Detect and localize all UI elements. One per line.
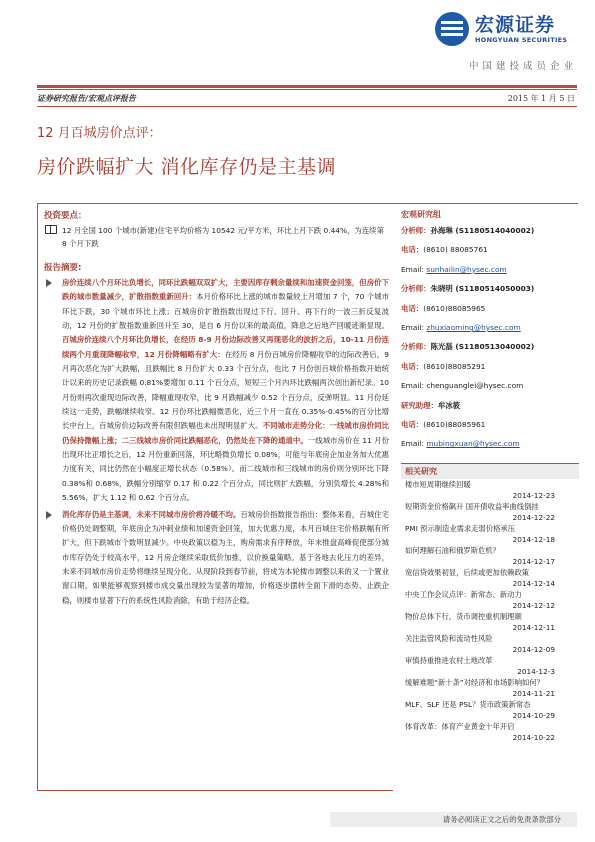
main-column	[44, 209, 389, 608]
related-research-item[interactable]	[401, 523, 579, 545]
analyst-list	[401, 224, 579, 457]
related-research-item[interactable]	[401, 501, 579, 523]
footer-disclaimer: 请务必阅读正文之后的免责条款部分	[330, 812, 577, 827]
report-date: 2015 年 1 月 5 日	[507, 94, 575, 103]
summary-paragraph-2	[44, 508, 389, 608]
bullet-arrow-icon	[46, 511, 52, 519]
related-research-title: MLF、SLF 还是 PSL？货币政策新常态	[405, 699, 531, 709]
summary-paragraph-1	[44, 276, 389, 506]
analyst-phone: (8610)88085961	[423, 420, 486, 430]
related-research-date: 2014-12-17	[512, 556, 555, 566]
related-research-list	[401, 479, 579, 743]
summary-p1-headline: 房价连续八个月环比负增长，同环比跌幅双双扩大，主要因库存剩余量续和加速资金回笼，但房价下跌的城市数量减少，扩散指数重新回升：	[62, 278, 389, 302]
research-team-heading: 宏观研究组	[401, 210, 441, 219]
related-research-title: 体育改革：体育产业黄金十年开启	[405, 721, 515, 731]
summary-p1-text-3: 一线城市房价在 11 月份出现环比正增长之后，12 月份重新回落，环比略微负增长 0.08%，可能与年底房企加业务加大优惠力度有关，同比仍然在小幅度正增长状态（0.58%）。而二线城市和三线城市的房价则分别环比下降 0.38%和 0.68%，跌幅分别缩窄 0.17 和 0.22 个百分点，同比则扩大跌幅，分别负增长 4.28%和 5.56%，扩大 1.12 和 0.62 个百分点。	[62, 435, 389, 503]
related-research-title: 审慎持重推进农村土地改革	[405, 655, 493, 665]
analyst-email-link[interactable]: zhuxiaoming@hysec.com	[426, 323, 521, 333]
analyst-phone: (8610)88085291	[423, 361, 486, 371]
analyst-role: 分析师：	[401, 226, 431, 235]
analyst-phone: (8610)88085965	[423, 303, 486, 313]
invest-text: 12 月全国 100 个城市(新建)住宅平均价格为 10542 元/平方米，环比上月下跌 0.44%，为连续第 8 个月下跌	[62, 226, 384, 248]
subheader-rule	[37, 106, 577, 107]
related-research-date: 2014-12-12	[512, 600, 555, 610]
related-research-item[interactable]	[401, 545, 579, 567]
related-research-heading: 相关研究	[401, 463, 579, 479]
report-category: 证券研究报告/宏观点评报告	[37, 93, 136, 103]
summary-p1-text: 本月价格环比上涨的城市数量较上月增加 7 个，70 个城市环比下跌，30 个城市环比上涨；百城房价扩散指数出现过下行、回升、再下行的一波三折反复波动，12 月份的扩散指数重新回升至 30，是自 6 月份以来的最高值，降息之后地产回暖迹渐显现。	[62, 292, 389, 331]
logo-mark-icon	[435, 12, 469, 46]
related-research-item[interactable]	[401, 479, 579, 501]
related-research-date: 2014-10-29	[512, 710, 555, 720]
related-research-item[interactable]	[401, 699, 579, 721]
summary-p2-text: 百城房价指数报告指出：整体来看，百城住宅价格仍处调整期，年底房企为冲刺业绩和加速资金回笼，加大优惠力度，本月百城住宅价格跌幅有所扩大，但下跌城市个数明显减少。中央政策以稳为主，购房需求有序释放，年末推盘高峰促使部分城市库存仍处于较高水平，12 月房企继续采取低价加推，以价换量策略。基于各地去化压力的差异，未来不同城市房价走势将继续呈现分化。从现阶段到春节前，将成为本轮楼市调整以来的又一个置业窗口期，如果能够观察到楼市成交量出现较为显著的增加，价格逐步摆转全面下滑的态势、止跌企稳，则楼市显著下行的系统性风险消除，有助于经济企稳。	[62, 509, 389, 605]
member-tagline: 中国建投成员企业	[468, 61, 577, 72]
invest-point	[44, 224, 389, 250]
analyst-card	[401, 399, 579, 457]
related-research-item[interactable]	[401, 655, 579, 677]
related-research-date: 2014-10-22	[512, 732, 555, 742]
related-research-date: 2014-12-14	[512, 578, 555, 588]
analyst-phone: (8610) 88085761	[423, 245, 488, 255]
analyst-name: 朱晓明 (S1180514050003)	[430, 284, 535, 294]
frame-top-rule	[393, 203, 578, 204]
analyst-email-link[interactable]: mubingxuan@hysec.com	[426, 439, 520, 449]
report-title-line1: 12 月百城房价点评：	[37, 126, 162, 141]
report-summary-heading: 报告摘要:	[44, 263, 82, 273]
related-research-date: 2014-12-11	[512, 622, 555, 632]
related-research-item[interactable]	[401, 633, 579, 655]
related-research-title: 如何理解石油和俄罗斯危机？	[405, 545, 500, 555]
related-research-date: 2014-12-3	[517, 666, 555, 676]
summary-p1-headline-3: 不同城市走势分化：一线城市房价同比仍保持微幅上涨；二三线城市房价同比跌幅恶化，仍然处在下降的通道中。	[62, 421, 389, 445]
brand-logo	[435, 10, 585, 50]
related-research-item[interactable]	[401, 611, 579, 633]
brand-name-en: HONGYUAN SECURITIES	[475, 36, 568, 44]
phone-label: 电话：	[401, 420, 424, 430]
related-research-title: 物价总体下行，货币调控重机制理顺	[405, 611, 522, 621]
phone-label: 电话：	[401, 303, 424, 313]
related-research-title: 中央工作会议点评：新常态、新动力	[405, 589, 522, 599]
email-label: Email:	[401, 264, 427, 274]
email-label: Email:	[401, 381, 427, 391]
analyst-card	[401, 282, 579, 340]
sidebar	[401, 209, 579, 743]
analyst-role: 分析师：	[401, 342, 431, 352]
brand-name-cn: 宏源证券	[475, 14, 556, 36]
related-research-date: 2014-11-21	[512, 688, 555, 698]
email-label: Email:	[401, 323, 427, 333]
related-research-item[interactable]	[401, 677, 579, 699]
analyst-card	[401, 224, 579, 282]
related-research-date: 2014-12-22	[512, 512, 555, 522]
related-research-date: 2014-12-23	[512, 490, 555, 500]
related-research-title: 短期资金价格飙升 国开债收益率曲线倒挂	[405, 501, 539, 511]
related-research-title: 缓解难题“新十条”对经济和市场影响如何？	[405, 677, 544, 687]
analyst-name: 孙海琳 (S1180514040002)	[430, 226, 535, 235]
related-research-date: 2014-12-18	[512, 534, 555, 544]
bullet-arrow-icon	[46, 279, 52, 287]
related-research-title: 宽信贷效果初显，后续或更加依赖政策	[405, 567, 530, 577]
email-label: Email:	[401, 439, 427, 449]
analyst-role: 研究助理：	[401, 400, 438, 410]
related-research-title: 楼市短周期继续回暖	[405, 479, 471, 489]
related-research-date: 2014-12-09	[512, 644, 555, 654]
analyst-email-link[interactable]: sunhailin@hysec.com	[426, 264, 507, 274]
book-icon	[45, 225, 57, 234]
summary-p1-text-2: 在经历 8 月份百城房价降幅收窄的边际改善后，9 月再次恶化为扩大跌幅，且跌幅比 8 月份扩大 0.33 个百分点，也比 7 月份创百城价格指数开始统计以来的历史记录跌幅 0.81%要增加 0.11 个百分点，短短三个月内环比跌幅两次创出新纪录。10 月份则再次重现边际改善，降幅重现收窄，比 9 月跌幅减少 0.52 个百分点，反弹明显。11 月份延续这一走势，跌幅继续收窄。12 月份环比跌幅微恶化，近三个月一直在 0.35%-0.45%的百分比增长中台上，百城房价边际改善有限但跌幅也未出现明显扩大。	[62, 349, 389, 431]
summary-p2-headline: 消化库存仍是主基调，未来不同城市房价将冷暖不均。	[62, 509, 241, 519]
related-research-item[interactable]	[401, 567, 579, 589]
analyst-name: 牟冰筱	[437, 400, 461, 410]
analyst-role: 分析师：	[401, 284, 431, 294]
header-rule	[37, 85, 577, 88]
analyst-name: 陈光磊 (S1180513040002)	[430, 342, 535, 352]
related-research-title: PMI 预示制造业需求走弱价格承压	[405, 523, 516, 533]
analyst-email: chenguanglei@hysec.com	[426, 381, 524, 391]
phone-label: 电话：	[401, 361, 424, 371]
header-rule-thin	[37, 89, 577, 90]
summary-p1-headline-2: 百城房价连续八个月环比负增长，在经历 8-9 月份边际改善又再现恶化的波折之后，10-11 月份连续两个月重现降幅收窄，12 月份降幅略有扩大：	[62, 335, 389, 359]
invest-heading: 投资要点：	[44, 211, 87, 221]
related-research-item[interactable]	[401, 589, 579, 611]
related-research-title: 关注监管风险和流动性风险	[405, 633, 493, 643]
report-title-line2: 房价跌幅扩大 消化库存仍是主基调	[37, 156, 337, 178]
related-research-item[interactable]	[401, 721, 579, 743]
analyst-card	[401, 340, 579, 398]
phone-label: 电话：	[401, 245, 424, 255]
